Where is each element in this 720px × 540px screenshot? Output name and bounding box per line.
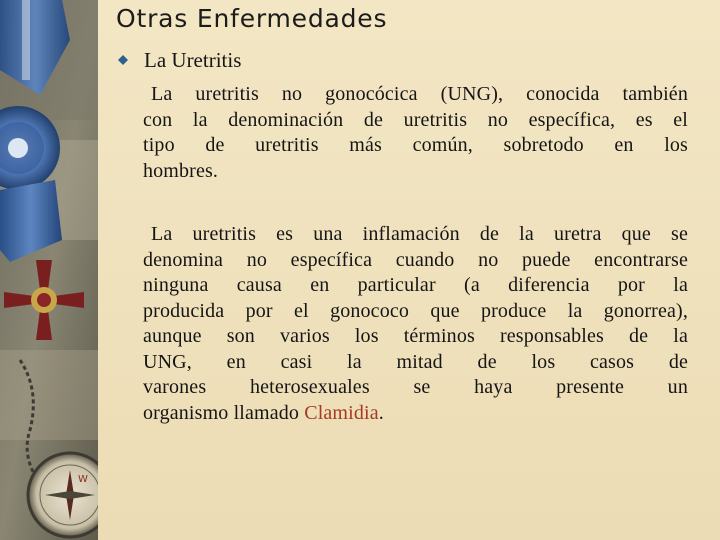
medal-compass-image bbox=[0, 0, 98, 540]
paragraph-uretritis-description bbox=[143, 222, 688, 426]
paragraph-ung-definition bbox=[143, 82, 688, 184]
diamond-bullet-icon bbox=[118, 55, 128, 65]
paragraph-line: UNG, en casi la mitad de los casos de bbox=[143, 350, 688, 373]
paragraph-line: hombres. bbox=[143, 159, 219, 182]
paragraph-line: varones heterosexuales se haya presente un bbox=[143, 376, 688, 398]
paragraph-line: ninguna causa en particular (a diferencia por la bbox=[143, 274, 688, 296]
clamidia-highlight: Clamidia bbox=[304, 401, 379, 424]
paragraph-line: La uretritis no gonocócica (UNG), conocida también bbox=[151, 83, 688, 105]
paragraph-line: con la denominación de uretritis no específica, es el bbox=[143, 108, 688, 131]
slide-title: Otras Enfermedades bbox=[116, 4, 388, 33]
paragraph-line: aunque son varios los términos responsables de la bbox=[143, 325, 688, 347]
paragraph-line: denomina no específica cuando no puede encontrarse bbox=[143, 248, 688, 271]
svg-text:W: W bbox=[78, 474, 88, 485]
last-line-prefix: organismo llamado bbox=[143, 401, 305, 424]
last-line-suffix: . bbox=[378, 401, 384, 424]
paragraph-line: La uretritis es una inflamación de la uretra que se bbox=[151, 223, 688, 245]
bullet-label: La Uretritis bbox=[144, 48, 242, 72]
paragraph-line: producida por el gonococo que produce la gonorrea), bbox=[143, 299, 688, 322]
paragraph-line: tipo de uretritis más común, sobretodo en los bbox=[143, 134, 688, 156]
decorative-photo-strip bbox=[0, 0, 98, 540]
paragraph-last-line bbox=[143, 401, 688, 427]
